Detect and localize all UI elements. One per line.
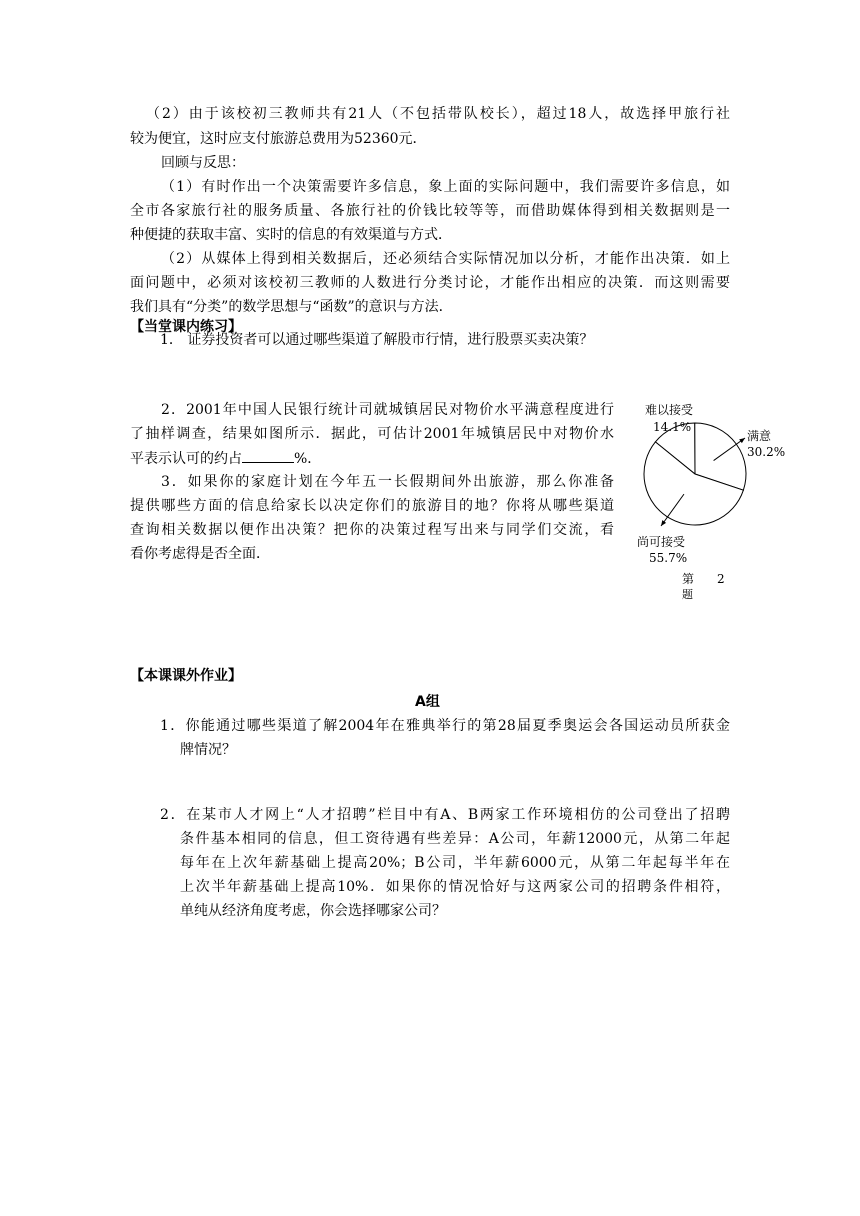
review-p2-line1: （2）从媒体上得到相关数据后，还必须结合实际情况加以分析，才能作出决策．如上 xyxy=(161,251,730,267)
classwork-q3-line1: 3．如果你的家庭计划在今年五一长假期间外出旅游，那么你准备 xyxy=(161,474,614,490)
homework-q2-line4: 上次半年薪基础上提高10%．如果你的情况恰好与这两家公司的招聘条件相符， xyxy=(180,879,730,895)
review-p2-line3: 我们具有“分类”的数学思想与“函数”的意识与方法． xyxy=(130,299,453,315)
classwork-q2-line1: 2．2001年中国人民银行统计司就城镇居民对物价水平满意程度进行 xyxy=(161,402,614,418)
review-p2-line2: 面问题中，必须对该校初三教师的人数进行分类讨论，才能作出相应的决策．而这则需要 xyxy=(130,275,730,291)
classwork-q2-line3-suffix: %． xyxy=(294,451,322,467)
review-p1-line1: （1）有时作出一个决策需要许多信息，象上面的实际问题中，我们需要许多信息，如 xyxy=(161,179,730,195)
pie-category-label: 难以接受 xyxy=(645,403,694,417)
homework-q1-line2: 牌情况？ xyxy=(180,742,236,758)
figure-caption-number: 2 xyxy=(717,572,725,586)
classwork-q3-line2: 提供哪些方面的信息给家长以决定你们的旅游目的地？你将从哪些渠道 xyxy=(130,498,614,514)
pie-percent-label: 30.2% xyxy=(747,445,786,459)
homework-group-title: A组 xyxy=(415,694,440,710)
pie-arrowhead xyxy=(661,520,666,526)
homework-q1-line1: 1．你能通过哪些渠道了解2004年在雅典举行的第28届夏季奥运会各国运动员所获金 xyxy=(160,718,730,734)
classwork-q3-line4: 看你考虑得是否全面． xyxy=(130,546,270,562)
review-p1-line3: 种便捷的获取丰富、实时的信息的有效渠道与方式． xyxy=(130,227,452,243)
pie-percent-label: 14.1% xyxy=(653,420,692,434)
pie-arrowhead xyxy=(739,438,745,443)
solution-p2-line1: （2）由于该校初三教师共有21人（不包括带队校长），超过18人，故选择甲旅行社 xyxy=(146,106,730,122)
homework-q2-line5: 单纯从经济角度考虑，你会选择哪家公司？ xyxy=(180,903,446,919)
homework-q2-line1: 2．在某市人才网上“人才招聘”栏目中有A、B两家工作环境相仿的公司登出了招聘 xyxy=(160,807,730,823)
answer-blank[interactable] xyxy=(242,448,294,463)
homework-heading: 【本课课外作业】 xyxy=(130,668,242,684)
pie-category-label: 尚可接受 xyxy=(637,535,686,549)
pie-category-label: 满意 xyxy=(747,429,772,443)
review-heading: 回顾与反思： xyxy=(161,155,245,171)
homework-q2-line2: 条件基本相同的信息，但工资待遇有些差异：A公司，年薪12000元，从第二年起 xyxy=(180,831,730,847)
figure-caption-suffix: 题 xyxy=(682,588,693,601)
pie-percent-label: 55.7% xyxy=(649,551,688,565)
classwork-q2-line3 xyxy=(130,448,321,469)
classwork-q1: 1． 证券投资者可以通过哪些渠道了解股市行情，进行股票买卖决策？ xyxy=(160,332,594,348)
pie-chart xyxy=(625,398,825,608)
figure-caption-word: 第 xyxy=(682,572,695,586)
classwork-q2-line3-text: 平表示认可的约占 xyxy=(130,451,242,467)
review-p1-line2: 全市各家旅行社的服务质量、各旅行社的价钱比较等等，而借助媒体得到相关数据则是一 xyxy=(130,203,730,219)
homework-q2-line3: 每年在上次年薪基础上提高20%；B公司，半年薪6000元，从第二年起每半年在 xyxy=(180,855,730,871)
classwork-q2-line2: 了抽样调查，结果如图所示．据此，可估计2001年城镇居民中对物价水 xyxy=(130,426,614,442)
classwork-q3-line3: 查询相关数据以便作出决策？把你的决策过程写出来与同学们交流，看 xyxy=(130,522,614,538)
classwork-heading: 【当堂课内练习】 xyxy=(130,319,242,335)
solution-p2-line2: 较为便宜，这时应支付旅游总费用为52360元． xyxy=(130,131,427,147)
